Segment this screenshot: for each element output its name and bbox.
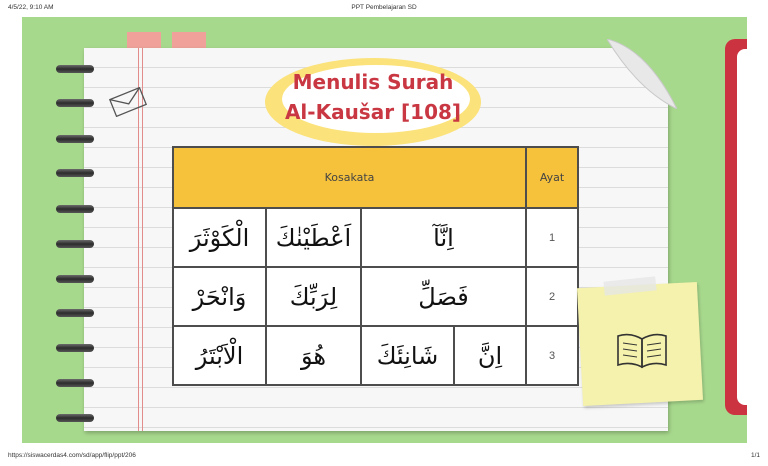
spiral-ring-icon: [56, 275, 94, 283]
spiral-ring-icon: [56, 65, 94, 73]
arabic-word: شَانِئَكَ: [373, 340, 443, 372]
word-cell: [361, 208, 526, 267]
word-cell: [266, 267, 361, 326]
table-row: [173, 326, 578, 385]
arabic-word: الْاَبْتَرُ: [192, 340, 248, 372]
word-cell: [266, 326, 361, 385]
arabic-word: فَصَلِّ: [414, 281, 472, 313]
spiral-ring-icon: [56, 205, 94, 213]
title-line-1: Menulis Surah: [292, 70, 454, 94]
word-cell: [173, 326, 266, 385]
arabic-word: اَعْطَيْنٰكَ: [272, 222, 355, 254]
arabic-word: وَانْحَرْ: [189, 281, 251, 313]
word-cell: [361, 326, 454, 385]
slide-title: [258, 67, 488, 127]
print-header: [0, 0, 768, 16]
table-header-row: [173, 147, 578, 208]
arabic-word: لِرَبِّكَ: [286, 281, 341, 313]
table-row: [173, 267, 578, 326]
header-ayat: Ayat: [526, 147, 578, 208]
header-kosakata: Kosakata: [173, 147, 526, 208]
spiral-ring-icon: [56, 240, 94, 248]
spiral-ring-icon: [56, 309, 94, 317]
spiral-ring-icon: [56, 379, 94, 387]
envelope-icon: [108, 87, 148, 117]
word-cell: [454, 326, 526, 385]
arabic-word: اِنَّآ: [429, 222, 458, 254]
ayat-number: 1: [526, 208, 578, 267]
arabic-word: اِنَّ: [474, 340, 506, 372]
spiral-ring-icon: [56, 344, 94, 352]
table-row: [173, 208, 578, 267]
print-datetime: 4/5/22, 9:10 AM: [8, 4, 54, 11]
side-panel: [725, 39, 747, 415]
slide: [22, 17, 747, 443]
title-line-2: Al-Kaušar [108]: [284, 100, 462, 124]
print-page-title: PPT Pembelajaran SD: [351, 4, 417, 11]
word-cell: [266, 208, 361, 267]
word-cell: [173, 267, 266, 326]
word-cell: [173, 208, 266, 267]
print-page-number: 1/1: [750, 452, 760, 459]
open-book-icon: [614, 329, 670, 371]
vocabulary-table: [172, 146, 579, 386]
spiral-ring-icon: [56, 99, 94, 107]
arabic-word: الْكَوْثَرَ: [186, 222, 254, 254]
ayat-number: 3: [526, 326, 578, 385]
spiral-ring-icon: [56, 135, 94, 143]
print-footer: [0, 448, 768, 464]
arabic-word: هُوَ: [297, 340, 330, 372]
ayat-number: 2: [526, 267, 578, 326]
spiral-ring-icon: [56, 169, 94, 177]
spiral-ring-icon: [56, 414, 94, 422]
word-cell: [361, 267, 526, 326]
print-url: https://siswacerdas4.com/sd/app/flip/ppt/206: [8, 452, 136, 459]
page-curl-icon: [607, 39, 677, 109]
